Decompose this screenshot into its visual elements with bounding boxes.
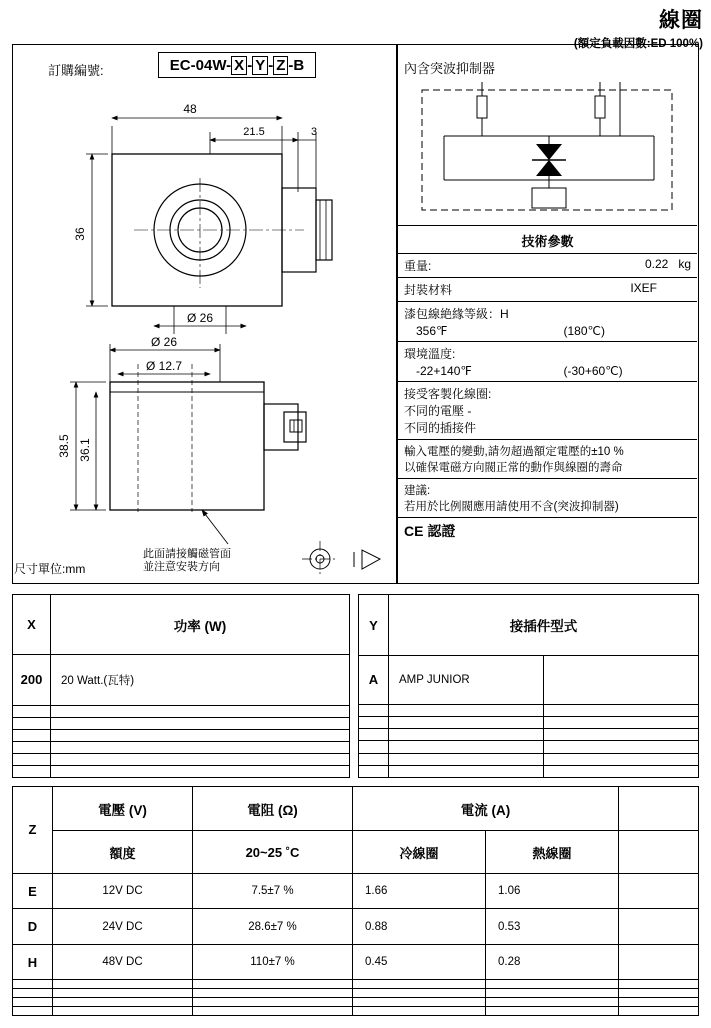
table-z-row3-hot xyxy=(486,980,619,989)
table-y-row5-key xyxy=(359,753,389,765)
table-y-row3-extra xyxy=(544,729,699,741)
table-z-header-resistance: 電阻 (Ω) xyxy=(193,787,353,831)
dim-d26-top: Ø 26 xyxy=(186,311,214,325)
table-y xyxy=(358,594,699,778)
dim-36-1: 36.1 xyxy=(78,438,92,462)
coil-dimension-drawing xyxy=(14,82,394,582)
order-var-y: Y xyxy=(252,56,268,75)
tech-insulation-label: 漆包線絶緣等級：H xyxy=(404,307,509,321)
tech-material-label: 封裝材料 xyxy=(404,283,453,297)
table-z-row2-resistance: 110±7 % xyxy=(193,944,353,980)
mounting-note-line1: 此面請接觸磁管面 xyxy=(143,548,231,560)
table-x xyxy=(12,594,350,778)
table-x-row2-key xyxy=(13,717,51,729)
table-z-row0-resistance: 7.5±7 % xyxy=(193,873,353,909)
table-z-row6-resistance xyxy=(193,1007,353,1016)
table-z-row4-cold xyxy=(353,989,486,998)
table-y-key: Y xyxy=(359,595,389,656)
table-z-row4-hot xyxy=(486,989,619,998)
table-y-row6-value xyxy=(389,765,544,777)
table-row xyxy=(359,753,699,765)
table-row xyxy=(13,741,350,753)
table-x-row1-value xyxy=(51,705,350,717)
dim-d12-7: Ø 12.7 xyxy=(145,359,183,373)
order-var-z: Z xyxy=(273,56,288,75)
tech-row-ambient xyxy=(398,342,697,382)
table-z-row6-hot xyxy=(486,1007,619,1016)
mounting-note xyxy=(143,548,231,574)
table-row xyxy=(359,765,699,777)
order-dash-2: - xyxy=(268,56,274,74)
table-z-row3-extra xyxy=(619,980,699,989)
tech-weight-label: 重量: xyxy=(404,259,432,273)
order-dash-1: - xyxy=(247,56,253,74)
tech-custom-line3: 不同的插接件 xyxy=(404,421,477,435)
table-z-row0-hot: 1.06 xyxy=(486,873,619,909)
tech-advice-line2: 若用於比例閥應用請使用不含(突波抑制器) xyxy=(404,501,619,513)
order-suffix: -B xyxy=(288,56,305,74)
table-z-row2-key: H xyxy=(13,944,53,980)
table-z-row4-extra xyxy=(619,989,699,998)
dim-36: 36 xyxy=(73,227,87,241)
table-z-row5-resistance xyxy=(193,998,353,1007)
table-z-sub-resistance: 20~25 ˚C xyxy=(193,831,353,874)
tech-material-value: IXEF xyxy=(630,281,657,295)
table-x-row0-key: 200 xyxy=(13,655,51,706)
table-z-header-blank xyxy=(619,787,699,831)
table-y-row6-key xyxy=(359,765,389,777)
table-z-row5-extra xyxy=(619,998,699,1007)
table-y-row1-value xyxy=(389,704,544,716)
table-z-row6-key xyxy=(13,1007,53,1016)
order-code xyxy=(170,56,304,75)
table-y-row2-key xyxy=(359,716,389,728)
table-row xyxy=(359,729,699,741)
table-z-row2-extra xyxy=(619,944,699,980)
table-z-row2-hot: 0.28 xyxy=(486,944,619,980)
tech-params-title: 技術參數 xyxy=(398,228,697,254)
table-x-row6-value xyxy=(51,765,350,777)
table-x-header: 功率 (W) xyxy=(51,595,350,655)
table-z-row6-voltage xyxy=(53,1007,193,1016)
table-row xyxy=(359,704,699,716)
table-x-row5-value xyxy=(51,753,350,765)
dim-d26-bot: Ø 26 xyxy=(150,335,178,349)
table-z-row5-voltage xyxy=(53,998,193,1007)
tech-row-insulation xyxy=(398,302,697,342)
tech-row-material xyxy=(398,278,697,302)
order-number-label: 訂購編號: xyxy=(48,63,104,78)
table-z-row5-key xyxy=(13,998,53,1007)
tech-advice-line1: 建議: xyxy=(404,485,431,497)
table-y-row4-key xyxy=(359,741,389,753)
order-number-box xyxy=(158,52,316,78)
table-x-row3-key xyxy=(13,729,51,741)
table-z-row5-hot xyxy=(486,998,619,1007)
table-z-row1-resistance: 28.6±7 % xyxy=(193,909,353,945)
tech-row-advice xyxy=(398,479,697,518)
table-row xyxy=(13,655,350,706)
dim-38-5: 38.5 xyxy=(57,434,71,458)
table-z-row0-cold: 1.66 xyxy=(353,873,486,909)
table-z-row3-voltage xyxy=(53,980,193,989)
table-x-row1-key xyxy=(13,705,51,717)
table-z-sub-cold: 冷線圈 xyxy=(353,831,486,874)
suppressor-circuit-diagram xyxy=(404,80,694,222)
table-x-key: X xyxy=(13,595,51,655)
tech-row-warning xyxy=(398,440,697,479)
tech-weight-value: 0.22 xyxy=(644,257,669,271)
tech-weight-unit: kg xyxy=(678,257,691,271)
tech-custom-line2: 不同的電壓 - xyxy=(404,404,472,418)
table-row xyxy=(13,989,699,998)
table-y-row3-key xyxy=(359,729,389,741)
table-z-row0-voltage: 12V DC xyxy=(53,873,193,909)
page-subtitle: (額定負載因數:ED 100%) xyxy=(573,38,703,50)
table-z-row1-extra xyxy=(619,909,699,945)
table-z-row4-resistance xyxy=(193,989,353,998)
page-title: 線圈 xyxy=(659,9,703,32)
table-y-row2-value xyxy=(389,716,544,728)
table-z-row4-voltage xyxy=(53,989,193,998)
table-z-row0-key: E xyxy=(13,873,53,909)
tech-custom-line1: 接受客製化線圈: xyxy=(404,387,492,401)
table-y-row3-value xyxy=(389,729,544,741)
table-y-row5-value xyxy=(389,753,544,765)
tech-ambient-f: -22+140℉ xyxy=(416,364,472,378)
table-row xyxy=(359,716,699,728)
dim-3: 3 xyxy=(310,126,318,138)
table-z-header-voltage: 電壓 (V) xyxy=(53,787,193,831)
table-row xyxy=(13,873,699,909)
table-z-row4-key xyxy=(13,989,53,998)
table-row xyxy=(13,909,699,945)
tech-warning-line1: 輸入電壓的變動,請勿超過額定電壓的±10 % xyxy=(404,446,624,458)
table-x-row6-key xyxy=(13,765,51,777)
table-y-row0-extra xyxy=(544,656,699,705)
tech-ambient-label: 環境溫度: xyxy=(404,347,456,361)
table-z-row6-cold xyxy=(353,1007,486,1016)
table-y-row4-extra xyxy=(544,741,699,753)
table-z-row1-hot: 0.53 xyxy=(486,909,619,945)
tech-warning-line2: 以確保電磁方向閥正常的動作與線圈的壽命 xyxy=(404,462,623,474)
order-prefix: EC-04W- xyxy=(169,56,232,74)
tech-insulation-f: 356℉ xyxy=(416,324,448,338)
table-row xyxy=(13,1007,699,1016)
suppressor-title: 內含突波抑制器 xyxy=(404,61,496,76)
table-z-row0-extra xyxy=(619,873,699,909)
table-row xyxy=(13,944,699,980)
table-row xyxy=(359,656,699,705)
table-z-row1-key: D xyxy=(13,909,53,945)
table-x-row5-key xyxy=(13,753,51,765)
table-row xyxy=(13,980,699,989)
table-z xyxy=(12,786,699,1016)
tech-ce-mark: CE 認證 xyxy=(404,523,456,539)
table-row xyxy=(13,765,350,777)
table-x-row3-value xyxy=(51,729,350,741)
table-row xyxy=(13,998,699,1007)
table-z-row2-cold: 0.45 xyxy=(353,944,486,980)
table-y-row6-extra xyxy=(544,765,699,777)
table-z-row2-voltage: 48V DC xyxy=(53,944,193,980)
mounting-note-line2: 並注意安裝方向 xyxy=(143,561,220,573)
table-x-row4-value xyxy=(51,741,350,753)
table-y-row5-extra xyxy=(544,753,699,765)
table-z-sub-blank xyxy=(619,831,699,874)
table-z-row3-key xyxy=(13,980,53,989)
unit-note: 尺寸單位:mm xyxy=(14,562,86,576)
table-z-row6-extra xyxy=(619,1007,699,1016)
table-row xyxy=(13,705,350,717)
table-y-row4-value xyxy=(389,741,544,753)
table-z-row1-voltage: 24V DC xyxy=(53,909,193,945)
table-y-row1-extra xyxy=(544,704,699,716)
table-z-header-current: 電流 (A) xyxy=(353,787,619,831)
table-y-row0-key: A xyxy=(359,656,389,705)
table-y-row1-key xyxy=(359,704,389,716)
table-x-row0-value: 20 Watt.(瓦特) xyxy=(51,655,350,706)
tech-insulation-c: (180℃) xyxy=(563,324,605,338)
tech-params-table xyxy=(398,228,697,544)
table-y-row0-value: AMP JUNIOR xyxy=(389,656,544,705)
table-row xyxy=(13,729,350,741)
table-x-row2-value xyxy=(51,717,350,729)
table-row xyxy=(13,717,350,729)
table-z-sub-hot: 熱線圈 xyxy=(486,831,619,874)
table-z-row1-cold: 0.88 xyxy=(353,909,486,945)
table-z-sub-voltage: 額度 xyxy=(53,831,193,874)
table-row xyxy=(13,753,350,765)
dim-21-5: 21.5 xyxy=(243,126,265,138)
order-var-x: X xyxy=(231,56,247,75)
dim-48: 48 xyxy=(183,102,197,116)
table-z-row5-cold xyxy=(353,998,486,1007)
table-y-row2-extra xyxy=(544,716,699,728)
tech-ambient-c: (-30+60℃) xyxy=(563,364,623,378)
table-z-row3-cold xyxy=(353,980,486,989)
table-z-key: Z xyxy=(13,787,53,874)
table-y-header: 接插件型式 xyxy=(389,595,699,656)
tech-row-custom xyxy=(398,382,697,440)
table-z-row3-resistance xyxy=(193,980,353,989)
tech-row-weight xyxy=(398,254,697,278)
table-row xyxy=(359,741,699,753)
table-x-row4-key xyxy=(13,741,51,753)
